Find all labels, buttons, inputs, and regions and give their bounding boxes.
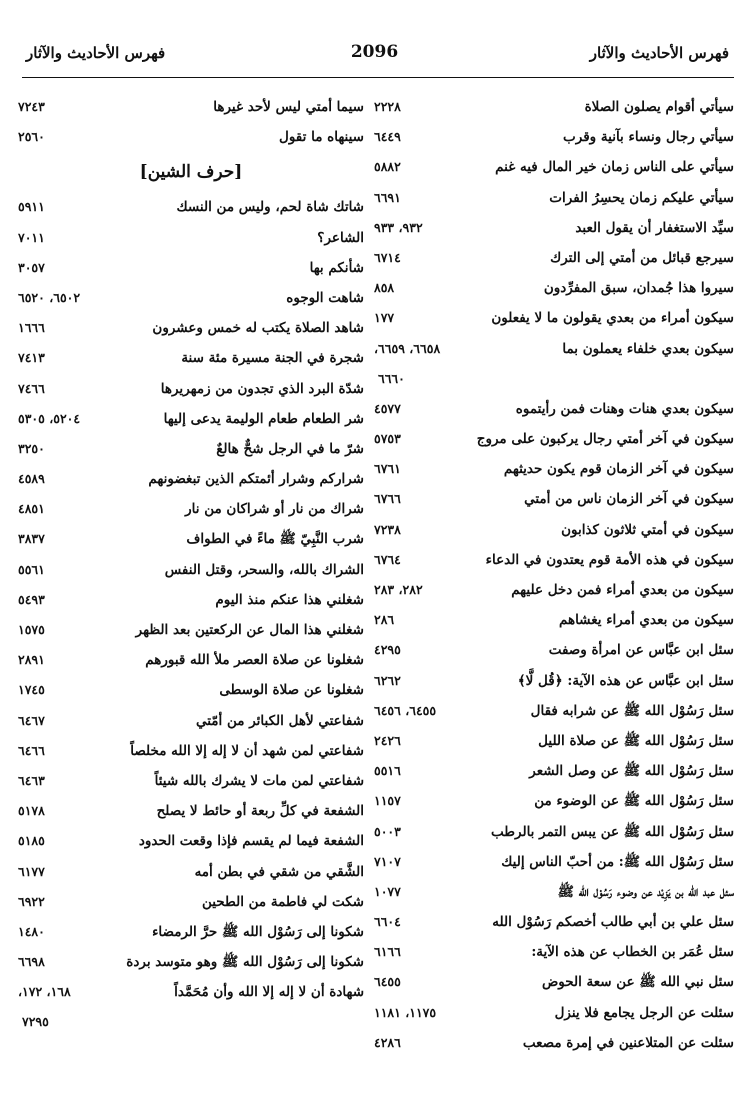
- index-entry: [374, 967, 734, 997]
- index-entry: [18, 374, 364, 404]
- entry-reference-number: ٦٥٠٢، ٦٥٢٠: [18, 289, 81, 305]
- index-entry: [374, 454, 734, 484]
- index-entry: [374, 213, 734, 243]
- entry-reference-number: ٤٢٩٥: [374, 642, 401, 658]
- entry-text: سئل عُمَر بن الخطاب عن هذه الآية:: [531, 944, 734, 961]
- index-entry: [18, 92, 364, 122]
- header-rule: [22, 77, 734, 78]
- entry-reference-number: ٢٥٦٠: [18, 129, 45, 145]
- entry-reference-number: ٧٠١١: [18, 229, 45, 245]
- index-entry: [374, 937, 734, 967]
- index-entry: [374, 334, 734, 364]
- entry-text: سيرجع قبائل من أمتي إلى الترك: [550, 249, 734, 266]
- index-entry: [18, 464, 364, 494]
- entry-reference-number: ٧١٠٧: [374, 853, 401, 869]
- entry-reference-number: ٦٦٠٤: [374, 914, 401, 930]
- entry-reference-number: ٦٧٦٦: [374, 491, 401, 507]
- left-entries-after-section: [18, 192, 364, 1037]
- index-entry: [18, 947, 364, 977]
- entry-reference-number: ٦٤٤٩: [374, 129, 401, 145]
- entry-reference-number: ٧٢٤٣: [18, 99, 45, 114]
- index-entry: [18, 826, 364, 856]
- entry-reference-number: ٦١٧٧: [18, 863, 45, 879]
- entry-text: شغلني هذا المال عن الركعتين بعد الظهر: [135, 622, 364, 638]
- entry-reference-number: ٤٥٨٩: [18, 471, 45, 487]
- entry-reference-number: ١٤٨٠: [18, 923, 45, 939]
- entry-reference-number: ٦١٦٦: [374, 944, 401, 960]
- entry-text: شاتك شاة لحم، وليس من النسك: [176, 199, 364, 216]
- entry-text: شأنكم بها: [309, 259, 364, 276]
- entry-reference-number: ٦٦٩٨: [18, 954, 45, 970]
- index-entry-continuation: [374, 364, 734, 394]
- index-entry: [18, 887, 364, 917]
- index-entry: [374, 183, 734, 213]
- entry-text: سئل علي بن أبي طالب أخصكم رَسُوْل الله: [492, 914, 734, 931]
- entry-reference-number: ٥٧٥٣: [374, 431, 401, 447]
- entry-reference-number: ٥٤٩٣: [18, 591, 45, 607]
- section-title: [حرف الشين]: [139, 162, 243, 183]
- index-entry: [374, 303, 734, 333]
- entry-text: سيكون من بعدي أمراء يغشاهم: [558, 612, 734, 629]
- entry-reference-number: ٧٤٦٦: [18, 380, 45, 396]
- index-entry: [374, 575, 734, 605]
- entry-reference-number: ٦٩٢٢: [18, 893, 45, 909]
- entry-reference-number: ٦٤٦٦: [18, 742, 45, 758]
- index-entry: [374, 484, 734, 514]
- entry-reference-number: ٩٣٢، ٩٣٣: [374, 219, 423, 235]
- entry-text: شغلونا عن صلاة الوسطى: [219, 682, 364, 699]
- entry-reference-number: ٦٦٩١: [374, 189, 401, 205]
- entry-text: سئل رَسُوْل الله ﷺ: من أحبّ الناس إليك: [501, 853, 734, 870]
- entry-text: سئل رَسُوْل الله ﷺ عن شرابه فقال: [530, 702, 734, 719]
- entry-text: سئل رَسُوْل الله ﷺ عن الوضوء من: [534, 793, 734, 810]
- running-title-left: فهرس الأحاديث والآثار: [26, 44, 166, 62]
- entry-reference-number: ٦٧١٤: [374, 249, 401, 265]
- entry-reference-number: ٢٢٢٨: [374, 99, 401, 114]
- entry-text: شغلونا عن صلاة العصر ملأ الله قبورهم: [145, 652, 364, 669]
- index-entry: [18, 645, 364, 675]
- index-entry: [18, 494, 364, 524]
- entry-reference-number: ١٦٨، ١٧٢،: [18, 984, 71, 1000]
- entry-text: الشاعر؟: [317, 229, 364, 246]
- entry-reference-number: ٧٢٣٨: [374, 521, 401, 537]
- entry-reference-number: ٦٧٦٤: [374, 551, 401, 567]
- index-entry: [18, 313, 364, 343]
- index-entry: [18, 223, 364, 253]
- entry-text: سئل ابن عبَّاس عن هذه الآية: ﴿قُل لَّا﴾: [517, 672, 734, 689]
- entry-reference-number: ٣٠٥٧: [18, 259, 45, 275]
- entry-text: سيأتي أقوام يصلون الصلاة: [584, 99, 734, 115]
- index-entry: [374, 122, 734, 152]
- page-number: 2096: [350, 42, 399, 62]
- index-entry: [18, 524, 364, 554]
- entry-reference-number: ٦٤٦٧: [18, 712, 45, 728]
- entry-text: شجرة في الجنة مسيرة مئة سنة: [181, 350, 364, 367]
- entry-text: شراك من نار أو شراكان من نار: [185, 501, 364, 518]
- entry-reference-number: ٥٩١١: [18, 199, 45, 215]
- entry-text: الشَّقي من شقي في بطن أمه: [194, 863, 364, 880]
- entry-reference-number: ٥٢٠٤، ٥٣٠٥: [18, 410, 81, 426]
- entry-text: سئل رَسُوْل الله ﷺ عن يبس التمر بالرطب: [491, 823, 734, 840]
- entry-text: سئل رَسُوْل الله ﷺ عن صلاة الليل: [538, 732, 734, 749]
- entry-reference-number: ٤٥٧٧: [374, 400, 401, 416]
- entry-reference-number: ٥٠٠٣: [374, 823, 401, 839]
- entry-reference-number: ٦٦٥٨، ٦٦٥٩،: [374, 340, 441, 356]
- entry-text: شفاعتي لمن شهد أن لا إله إلا الله مخلصاً: [130, 742, 364, 759]
- index-entry: [18, 736, 364, 766]
- entry-text: شفاعتي لمن مات لا يشرك بالله شيئاً: [154, 772, 364, 789]
- index-entry: [18, 615, 364, 645]
- entry-text: سيكون بعدي هنات وهنات فمن رأيتموه: [515, 400, 734, 417]
- entry-reference-number: ٦٦٦٠: [378, 370, 405, 386]
- entry-text: شكونا إلى رَسُوْل الله ﷺ حرَّ الرمضاء: [152, 923, 364, 940]
- entry-text: سيأتي عليكم زمان يحسِرُ الفرات: [549, 189, 734, 206]
- entry-text: شكت لي فاطمة من الطحين: [201, 893, 364, 910]
- index-entry: [18, 192, 364, 222]
- entry-text: الشراك بالله، والسحر، وقتل النفس: [164, 561, 364, 578]
- entry-text: سينهاه ما تقول: [279, 129, 364, 146]
- entry-reference-number: ٢٤٢٦: [374, 732, 401, 748]
- entry-text: سيكون في آخر الزمان قوم يكون حديثهم: [503, 461, 734, 478]
- right-index-column: [374, 92, 734, 1058]
- entry-text: سيِّد الاستغفار أن يقول العبد: [575, 219, 734, 236]
- index-entry: [374, 998, 734, 1028]
- index-entry: [18, 796, 364, 826]
- entry-reference-number: ١١٧٥، ١١٨١: [374, 1004, 437, 1020]
- entry-text: سيما أمتي ليس لأحد غيرها: [213, 99, 364, 115]
- index-entry: [18, 706, 364, 736]
- entry-text: سيكون بعدي خلفاء يعملون بما: [562, 340, 734, 357]
- left-entries-before-section: [18, 92, 364, 152]
- index-entry: [374, 605, 734, 635]
- entry-text: سيكون في هذه الأمة قوم يعتدون في الدعاء: [485, 551, 734, 568]
- left-index-column: [18, 92, 364, 1038]
- entry-text: شر الطعام طعام الوليمة يدعى إليها: [163, 410, 364, 427]
- entry-reference-number: ١٥٧٥: [18, 622, 45, 637]
- entry-reference-number: ١١٥٧: [374, 793, 401, 809]
- entry-text: سيكون من بعدي أمراء فمن دخل عليهم: [511, 582, 734, 598]
- index-entry: [374, 152, 734, 182]
- entry-reference-number: ٧٤١٣: [18, 350, 45, 366]
- index-entry: [18, 555, 364, 585]
- entry-reference-number: ١٠٧٧: [374, 883, 401, 899]
- entry-reference-number: ٧٢٩٥: [22, 1014, 49, 1030]
- index-entry-continuation: [18, 1007, 364, 1037]
- entry-text: سيكون في آخر الزمان ناس من أمتي: [524, 491, 734, 508]
- entry-reference-number: ٢٨٩١: [18, 652, 45, 668]
- entry-text: سيكون أمراء من بعدي يقولون ما لا يفعلون: [491, 310, 734, 327]
- entry-reference-number: ٥٨٨٢: [374, 159, 401, 175]
- entry-text: سئل ابن عبَّاس عن امرأة وصفت: [548, 642, 734, 659]
- entry-text: سيكون في آخر أمتي رجال يركبون على مروج: [476, 431, 734, 448]
- index-entry: [374, 786, 734, 816]
- entry-reference-number: ٣٢٥٠: [18, 440, 45, 456]
- entry-text: سيأتي رجال ونساء بآنية وقرب: [563, 129, 734, 146]
- entry-reference-number: ١٧٤٥: [18, 682, 45, 698]
- index-entry: [374, 877, 734, 907]
- index-entry: [374, 92, 734, 122]
- index-entry: [18, 675, 364, 705]
- entry-reference-number: ٤٨٥١: [18, 501, 45, 517]
- index-entry: [374, 666, 734, 696]
- index-entry: [374, 696, 734, 726]
- entry-reference-number: ٥٥١٦: [374, 763, 401, 779]
- index-entry: [18, 343, 364, 373]
- entry-reference-number: ٥١٧٨: [18, 803, 45, 819]
- entry-reference-number: ٤٢٨٦: [374, 1034, 401, 1050]
- running-title-right: فهرس الأحاديث والآثار: [589, 44, 729, 62]
- entry-text: شهادة أن لا إله إلا الله وأن مُحَمَّداً: [174, 984, 364, 1001]
- index-entry: [18, 585, 364, 615]
- entry-text: شراركم وشرار أئمتكم الذين تبغضونهم: [148, 471, 364, 488]
- index-entry: [374, 1028, 734, 1058]
- entry-reference-number: ١٧٧: [374, 310, 395, 326]
- index-entry: [18, 253, 364, 283]
- entry-reference-number: ٨٥٨: [374, 280, 395, 296]
- entry-reference-number: ٦٢٦٢: [374, 672, 401, 688]
- index-entry: [374, 243, 734, 273]
- entry-reference-number: ٢٨٢، ٢٨٣: [374, 582, 423, 597]
- entry-text: شاهد الصلاة يكتب له خمس وعشرون: [152, 320, 364, 337]
- entry-text: سئل عبد الله بن يَزِيْد عن وضوء رَسُوْل الله ﷺ: [557, 883, 734, 900]
- entry-text: الشفعة في كلِّ ربعة أو حائط لا يصلح: [156, 803, 364, 820]
- entry-text: شاهت الوجوه: [286, 289, 364, 306]
- entry-reference-number: ٥٥٦١: [18, 561, 45, 577]
- index-entry: [18, 977, 364, 1007]
- entry-reference-number: ١٦٦٦: [18, 320, 45, 336]
- index-entry: [18, 857, 364, 887]
- index-entry: [374, 726, 734, 756]
- index-entry: [374, 394, 734, 424]
- entry-text: شغلني هذا عنكم منذ اليوم: [215, 591, 364, 608]
- entry-reference-number: ٣٨٣٧: [18, 531, 45, 547]
- index-entry: [18, 766, 364, 796]
- entry-reference-number: ٦٤٦٣: [18, 772, 45, 788]
- index-entry: [374, 545, 734, 575]
- entry-reference-number: ٦٤٥٥: [374, 974, 401, 990]
- index-entry: [18, 404, 364, 434]
- index-entry: [374, 907, 734, 937]
- index-entry: [18, 917, 364, 947]
- index-entry: [374, 635, 734, 665]
- entry-text: الشفعة فيما لم يقسم فإذا وقعت الحدود: [138, 833, 364, 850]
- entry-text: شدّة البرد الذي تجدون من زمهريرها: [160, 380, 364, 397]
- index-entry: [374, 273, 734, 303]
- index-entry: [18, 434, 364, 464]
- entry-reference-number: ٦٤٥٥، ٦٤٥٦: [374, 702, 437, 718]
- entry-text: سئلت عن الرجل يجامع فلا ينزل: [554, 1004, 734, 1021]
- entry-reference-number: ٦٧٦١: [374, 461, 401, 477]
- entry-text: سئل نبي الله ﷺ عن سعة الحوض: [541, 974, 734, 991]
- entry-text: شكونا إلى رَسُوْل الله ﷺ وهو متوسد بردة: [126, 954, 364, 971]
- entry-reference-number: ٥١٨٥: [18, 833, 45, 849]
- entry-text: سئلت عن المتلاعنين في إمرة مصعب: [522, 1034, 734, 1051]
- entry-text: سيأتي على الناس زمان خير المال فيه غنم: [495, 159, 734, 176]
- entry-text: شرّ ما في الرجل شحٌّ هالعٌ: [216, 440, 364, 457]
- index-entry: [374, 847, 734, 877]
- entry-text: شفاعتي لأهل الكبائر من أمّتي: [195, 712, 364, 729]
- index-entry: [18, 122, 364, 152]
- entry-reference-number: ٢٨٦: [374, 612, 395, 628]
- entry-text: سيروا هذا جُمدان، سبق المفرِّدون: [543, 280, 734, 297]
- entry-text: سئل رَسُوْل الله ﷺ عن وصل الشعر: [529, 763, 734, 780]
- index-entry: [374, 756, 734, 786]
- entry-text: شرب النَّبِيّ ﷺ ماءً في الطواف: [186, 531, 364, 548]
- index-entry: [374, 817, 734, 847]
- index-entry: [18, 283, 364, 313]
- index-entry: [374, 424, 734, 454]
- entry-text: سيكون في أمتي ثلاثون كذابون: [561, 521, 734, 538]
- index-entry: [374, 515, 734, 545]
